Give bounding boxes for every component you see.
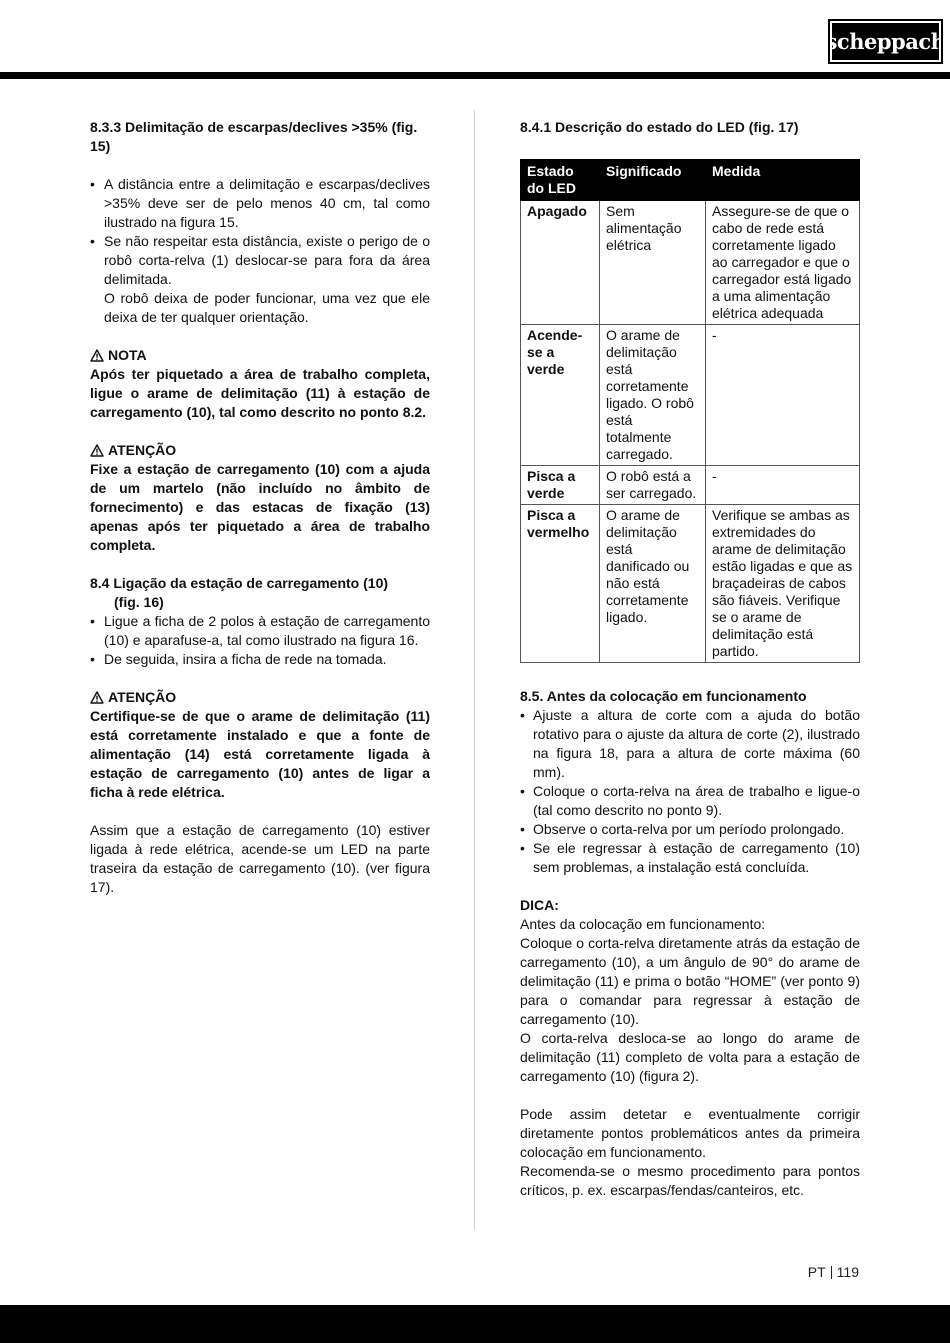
dica-paragraph: Coloque o corta-relva diretamente atrás da estação de carregamento (10), a um ângulo de 90° do arame de delimitação (11) e prima o botão “HOME” (ver ponto 9) para o comandar para regressar à estação de carregamento (10). — [520, 935, 860, 1027]
table-header-row — [521, 160, 860, 201]
dica-title: DICA: — [520, 897, 559, 913]
footer-bar — [0, 1305, 950, 1343]
section-8-3-3-list — [90, 175, 430, 289]
table-cell-meaning: O arame de delimitação está danificado ou não está corretamente ligado. — [600, 505, 706, 663]
dica-paragraph: O corta-relva desloca-se ao longo do arame de delimitação (11) completo de volta para a estação de carregamento (10) (figura 2). — [520, 1030, 860, 1084]
list-item: • Observe o corta-relva por um período prolongado. — [520, 820, 860, 839]
page-number — [808, 1264, 859, 1280]
table-cell-action: Assegure-se de que o cabo de rede está corretamente ligado ao carregador e que o carregador está ligado a uma alimentação elétrica adequada — [706, 201, 860, 325]
page-language: PT — [807, 1264, 826, 1280]
section-8-5-heading: 8.5. Antes da colocação em funcionamento — [520, 688, 807, 704]
warning-icon — [90, 691, 104, 704]
dica-paragraph: Antes da colocação em funcionamento: — [520, 916, 766, 932]
header-bar — [0, 72, 950, 79]
table-header-cell: Estado do LED — [521, 160, 600, 201]
nota-title — [90, 346, 430, 365]
table-cell-meaning: Sem alimentação elétrica — [600, 201, 706, 325]
atencao-label: ATENÇÃO — [108, 442, 177, 458]
section-8-4-heading-figref: (fig. 16) — [114, 594, 164, 610]
dica-paragraph: Pode assim detetar e eventualmente corrigir diretamente pontos problemáticos antes da primeira colocação em funcionamento. — [520, 1106, 860, 1160]
nota-label: NOTA — [108, 347, 147, 363]
dica-paragraph: Recomenda-se o mesmo procedimento para pontos críticos, p. ex. escarpas/fendas/canteiros, etc. — [520, 1163, 860, 1198]
brand-logo: scheppach — [830, 21, 941, 62]
table-cell-action: - — [706, 466, 860, 505]
section-8-3-3-heading: 8.3.3 Delimitação de escarpas/declives >35% (fig. 15) — [90, 119, 418, 154]
table-cell-meaning: O robô está a ser carregado. — [600, 466, 706, 505]
table-cell-action: - — [706, 325, 860, 466]
section-8-5-list — [520, 706, 860, 877]
table-row — [521, 505, 860, 663]
table-cell-state: Acende-se a verde — [521, 325, 600, 466]
table-header-cell: Significado — [600, 160, 706, 201]
table-row — [521, 466, 860, 505]
atencao-text: Fixe a estação de carregamento (10) com a ajuda de um martelo (não incluído no âmbito de fornecimento) e das estacas de fixação (13) apenas após ter piquetado a área de trabalho completa. — [90, 461, 430, 553]
atencao-label: ATENÇÃO — [108, 689, 177, 705]
table-cell-state: Pisca a vermelho — [521, 505, 600, 663]
nota-text: Após ter piquetado a área de trabalho completa, ligue o arame de delimitação (11) à estação de carregamento (10), tal como descrito no ponto 8.2. — [90, 366, 430, 420]
warning-icon — [90, 349, 104, 362]
list-item: • Se ele regressar à estação de carregamento (10) sem problemas, a instalação está concluída. — [520, 839, 860, 877]
right-column — [520, 118, 860, 1200]
section-8-4-heading: 8.4 Ligação da estação de carregamento (10) — [90, 575, 389, 591]
list-item: • Coloque o corta-relva na área de trabalho e ligue-o (tal como descrito no ponto 9). — [520, 782, 860, 820]
table-header-cell: Medida — [706, 160, 860, 201]
table-cell-meaning: O arame de delimitação está corretamente ligado. O robô está totalmente carregado. — [600, 325, 706, 466]
atencao-title — [90, 441, 430, 460]
table-row — [521, 325, 860, 466]
list-item: • Ligue a ficha de 2 polos à estação de carregamento (10) e aparafuse-a, tal como ilustrado na figura 16. — [90, 612, 430, 650]
closing-paragraph: Assim que a estação de carregamento (10) estiver ligada à rede elétrica, acende-se um LED na parte traseira da estação de carregamento (10). (ver figura 17). — [90, 822, 430, 895]
table-row — [521, 201, 860, 325]
list-item: • A distância entre a delimitação e escarpas/declives >35% deve ser de pelo menos 40 cm, tal como ilustrado na figura 15. — [90, 175, 430, 232]
table-cell-state: Pisca a verde — [521, 466, 600, 505]
section-8-4-1-heading: 8.4.1 Descrição do estado do LED (fig. 17) — [520, 119, 799, 135]
left-column — [90, 118, 430, 897]
list-item: • Se não respeitar esta distância, existe o perigo de o robô corta-relva (1) deslocar-se para fora da área delimitada. — [90, 232, 430, 289]
led-status-table — [520, 159, 860, 663]
list-item: • De seguida, insira a ficha de rede na tomada. — [90, 650, 430, 669]
section-8-4-list — [90, 612, 430, 669]
warning-icon — [90, 444, 104, 457]
table-cell-action: Verifique se ambas as extremidades do arame de delimitação estão ligadas e que as braçadeiras de cabos são fiáveis. Verifique se o arame de delimitação está partido. — [706, 505, 860, 663]
bullet-continuation: O robô deixa de poder funcionar, uma vez que ele deixa de ter qualquer orientação. — [104, 290, 430, 325]
column-divider — [474, 110, 475, 1230]
page-number-value: 119 — [836, 1264, 859, 1280]
atencao-title — [90, 688, 430, 707]
table-cell-state: Apagado — [521, 201, 600, 325]
list-item: • Ajuste a altura de corte com a ajuda do botão rotativo para o ajuste da altura de corte (2), ilustrado na figura 18, para a altura de corte máxima (60 mm). — [520, 706, 860, 782]
page-number-separator — [831, 1266, 832, 1279]
atencao-text: Certifique-se de que o arame de delimitação (11) está corretamente instalado e que a fonte de alimentação (14) está corretamente ligada à estação de carregamento (10) antes de ligar a ficha à rede elétrica. — [90, 708, 430, 800]
